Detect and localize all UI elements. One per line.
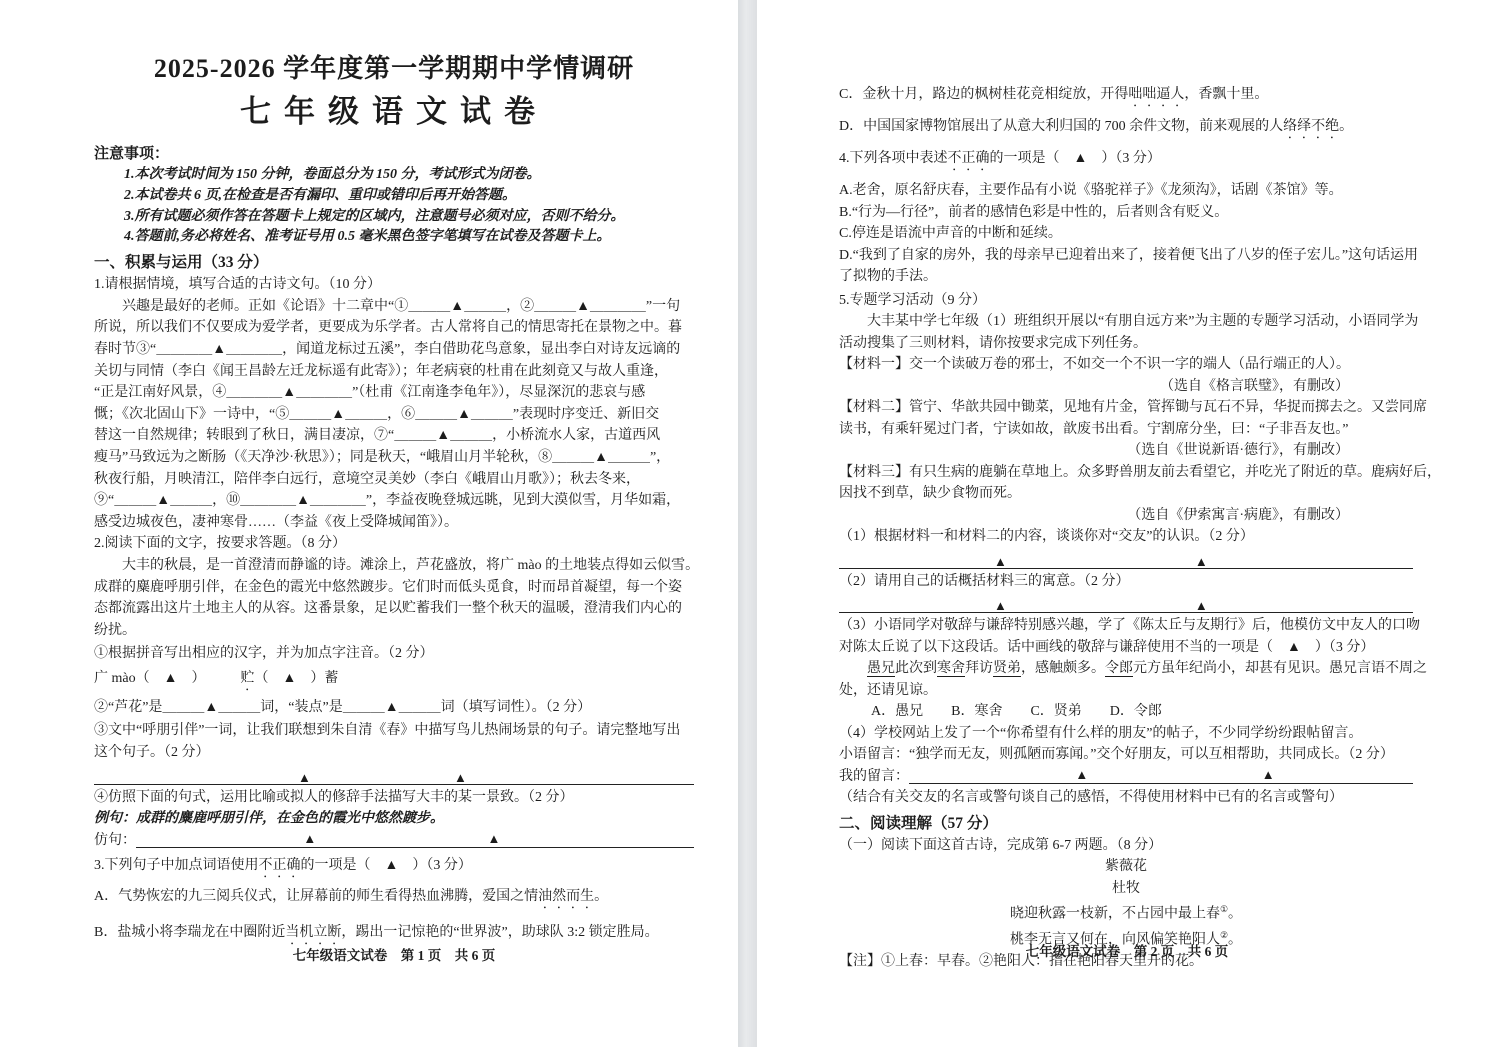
- material-3-source: （选自《伊索寓言·病鹿》，有删改）: [1127, 507, 1349, 523]
- question-2-sub1: ①根据拼音写出相应的汉字，并为加点字注音。（2 分）: [94, 646, 434, 662]
- question-1-line: 所说，所以我们不仅要成为爱学者，更要成为乐学者。古人常将自己的情思寄托在景物之中。暮: [94, 320, 682, 336]
- blank-triangle: ▲: [1075, 766, 1089, 782]
- notice-heading: 注意事项：: [94, 146, 170, 162]
- notice-item: 2.本试卷共 6 页,在检查是否有漏印、重印或错印后再开始答题。: [124, 187, 516, 203]
- poem-line: 桃李无言又何在，向风偏笑艳阳人②。: [1009, 930, 1243, 948]
- question-1-line: 秋夜行船，月映清江，陪伴李白远行，意境空灵美妙（李白《峨眉山月歌》）；秋去冬来，: [94, 471, 640, 487]
- my-comment-label: 我的留言：: [839, 768, 909, 784]
- question-4-option-b: B.“行为—行径”，前者的感情色彩是中性的，后者则含有贬义。: [839, 204, 1229, 220]
- reading-1-heading: （一）阅读下面这首古诗，完成第 6-7 两题。（8 分）: [839, 837, 1163, 853]
- question-5-heading: 5.专题学习活动（9 分）: [839, 292, 986, 308]
- question-1-line: 春时节③“＿＿＿＿▲＿＿＿＿，闻道龙标过五溪”，李白借助花鸟意象，显出李白对诗友远谪的: [94, 341, 681, 357]
- question-3-option-d: D．中国国家博物馆展出了从意大利归国的 700 余件文物，前来观展的人络绎不绝。: [839, 119, 1354, 134]
- section-heading-1: 一、积累与运用（33 分）: [94, 254, 269, 272]
- notice-item: 3.所有试题必须作答在答题卡上规定的区域内，注意题号必须对应，否则不给分。: [124, 208, 625, 224]
- question-1-line: 感受边城夜色，凄神寒骨……（李益《夜上受降城闻笛》）。: [94, 514, 458, 530]
- question-2-heading: 2.阅读下面的文字，按要求答题。（8 分）: [94, 536, 346, 552]
- question-1-heading: 1.请根据情境，填写合适的古诗文句。（10 分）: [94, 277, 381, 293]
- question-5-sub1: （1）根据材料一和材料二的内容，谈谈你对“交友”的认识。（2 分）: [839, 529, 1254, 544]
- notice-item: 4.答题前,务必将姓名、准考证号用 0.5 毫米黑色签字笔填写在试卷及答题卡上。: [124, 229, 611, 245]
- comment-requirement-note: （结合有关交友的名言或警句谈自己的感悟，不得使用材料中已有的名言或警句）: [839, 790, 1343, 805]
- blank-triangle: ▲: [298, 769, 311, 785]
- material-2: 【材料二】管宁、华歆共园中锄菜，见地有片金，管挥锄与瓦石不异，华捉而掷去之。又尝同席: [839, 400, 1427, 415]
- question-2-sub3-line: ③文中“呼朋引伴”一词，让我们联想到朱自清《春》中描写鸟儿热闹场景的句子。请完整地写出: [94, 723, 681, 739]
- notice-item: 1.本次考试时间为 150 分钟，卷面总分为 150 分，考试形式为闭卷。: [124, 167, 541, 182]
- question-3-option-b: B．盐城小将李瑞龙在中圈附近当机立断，踢出一记惊艳的“世界波”，助球队 3:2 锁定胜局。: [94, 925, 659, 941]
- courtesy-passage: 愚兄此次到寒舍拜访贤弟，感触颇多。令郎元方虽年纪尚小，却甚有见识。愚兄言语不周之: [867, 661, 1427, 676]
- xiaoyu-comment: 小语留言：“独学而无友，则孤陋而寡闻。”交个好朋友，可以互相帮助，共同成长。（2 分）: [839, 747, 1394, 762]
- blank-triangle: ▲: [1261, 766, 1275, 782]
- blank-triangle: ▲: [993, 598, 1007, 613]
- imitation-answer-row: [94, 830, 694, 852]
- question-5-intro: 活动搜集了三则材料，请你按要求完成下列任务。: [839, 335, 1147, 351]
- my-comment-row: [839, 766, 1413, 788]
- question-1-line: “正是江南好风景，④＿＿＿＿▲＿＿＿＿”（杜甫《江南逢李龟年》），尽显深沉的悲哀与感: [94, 385, 646, 401]
- question-3-option-c: C．金秋十月，路边的枫树桂花竞相绽放，开得咄咄逼人，香飘十里。: [839, 87, 1269, 102]
- exam-title: 2025-2026 学年度第一学期期中学情调研: [153, 54, 635, 83]
- question-1-line: 关切与同情（李白《闻王昌龄左迁龙标遥有此寄》）；年老病衰的杜甫在此刻竟又与故人重逢，: [94, 363, 668, 379]
- blank-triangle: ▲: [454, 769, 467, 785]
- material-2-source: （选自《世说新语·德行》，有删改）: [1127, 443, 1349, 458]
- question-2-line: 成群的麋鹿呼朋引伴，在金色的霞光中悠然踱步。它们时而低头觅食，时而昂首凝望，每一个姿: [94, 579, 682, 595]
- blank-triangle: ▲: [1194, 598, 1208, 613]
- material-1: 【材料一】交一个读破万卷的邪士，不如交一个不识一字的端人（品行端正的人）。: [839, 357, 1350, 372]
- material-3: 因找不到草，缺少食物而死。: [839, 486, 1021, 501]
- material-1-source: （选自《格言联璧》，有删改）: [1160, 378, 1349, 394]
- blank-triangle: ▲: [487, 830, 501, 846]
- question-1-line: 替这一自然规律；转眼到了秋日，满目凄凉，⑦“＿＿＿▲＿＿＿，小桥流水人家，古道西风: [94, 428, 661, 444]
- material-2: 读书，有乘轩冕过门者，宁读如故，歆废书出看。宁割席分坐，曰：“子非吾友也。”: [839, 421, 1349, 437]
- question-1-line: 慨；《次北固山下》一诗中，“⑤＿＿＿▲＿＿＿，⑥＿＿＿▲＿＿＿”表现时序变迁、新旧交: [94, 406, 660, 422]
- question-5-sub3-options: A．愚兄 B．寒舍 C．贤弟 D．令郎: [871, 704, 1162, 719]
- poem-author: 杜牧: [1112, 880, 1140, 896]
- section-heading-2: 二、阅读理解（57 分）: [839, 814, 998, 832]
- question-2-sub2: ②“芦花”是＿＿＿▲＿＿＿词，“装点”是＿＿＿▲＿＿＿词（填写词性）。（2 分）: [94, 699, 592, 715]
- question-3-option-a: A．气势恢宏的九三阅兵仪式，让屏幕前的师生看得热血沸腾，爱国之情油然而生。: [94, 889, 609, 905]
- question-1-line: 兴趣是最好的老师。正如《论语》十二章中“①＿＿＿▲＿＿＿，②＿＿＿▲＿＿＿＿”一句: [94, 298, 681, 314]
- question-5-sub4: （4）学校网站上发了一个“你希望有什么样的朋友”的帖子，不少同学纷纷跟帖留言。: [839, 725, 1363, 741]
- question-5-sub3: （3）小语同学对敬辞与谦辞特别感兴趣，学了《陈太丘与友期行》后，他模仿文中友人的口吻: [839, 618, 1420, 633]
- question-5-intro: 大丰某中学七年级（1）班组织开展以“有朋自远方来”为主题的专题学习活动，小语同学为: [839, 314, 1419, 329]
- question-4-option-d: 了拟物的手法。: [839, 269, 937, 284]
- blank-triangle: ▲: [1194, 553, 1208, 569]
- exam-subtitle: 七年级语文试卷: [240, 94, 548, 129]
- page-footer: 七年级语文试卷 第 2 页 共 6 页: [1025, 944, 1229, 959]
- answer-blank-line: [909, 766, 1413, 785]
- answer-blank-line: [839, 592, 1413, 613]
- answer-blank-line: [839, 548, 1413, 569]
- exam-page-1: [0, 0, 738, 1047]
- question-2-sub4: ④仿照下面的句式，运用比喻或拟人的修辞手法描写大丰的某一景致。（2 分）: [94, 789, 574, 805]
- blank-triangle: ▲: [993, 553, 1007, 569]
- poem-line: 晓迎秋露一枝新，不占园中最上春①。: [1009, 904, 1243, 922]
- example-sentence: 例句：成群的麋鹿呼朋引伴，在金色的霞光中悠然踱步。: [94, 811, 444, 827]
- question-3-heading: 3.下列句子中加点词语使用不正确的一项是（ ▲ ）（3 分）: [94, 858, 472, 874]
- question-4-option-a: A.老舍，原名舒庆春，主要作品有小说《骆驼祥子》《龙须沟》，话剧《茶馆》等。: [839, 183, 1343, 198]
- question-2-line: 纷扰。: [94, 622, 136, 638]
- blank-triangle: ▲: [303, 830, 317, 846]
- question-4-option-c: C.停连是语流中声音的中断和延续。: [839, 226, 1062, 241]
- pinyin-blank-line: 广 mào（ ▲ ） 贮（ ▲ ）蓄: [94, 670, 339, 686]
- imitation-label: 仿句：: [94, 832, 136, 848]
- question-4-option-d: D.“我到了自家的房外，我的母亲早已迎着出来了，接着便飞出了八岁的侄子宏儿。”这句话运用: [839, 247, 1419, 263]
- question-5-sub3: 对陈太丘说了以下这段话。话中画线的敬辞与谦辞使用不当的一项是（ ▲ ）（3 分）: [839, 639, 1375, 655]
- page-gap: [737, 0, 757, 1047]
- question-4-heading: 4.下列各项中表述不正确的一项是（ ▲ ）（3 分）: [839, 151, 1161, 166]
- question-2-line: 大丰的秋晨，是一首澄清而静谧的诗。滩涂上，芦花盛放，将广 mào 的土地装点得如云似雪。: [94, 557, 700, 573]
- exam-page-2: [757, 0, 1497, 1047]
- poem-note: 【注】①上春：早春。②艳阳人：指在艳阳春天里开的花。: [839, 954, 1203, 970]
- courtesy-passage: 处，还请见谅。: [839, 682, 937, 698]
- answer-blank-line: [136, 830, 694, 849]
- material-3: 【材料三】有只生病的鹿躺在草地上。众多野兽朋友前去看望它，并吃光了附近的草。鹿病好后，: [839, 464, 1441, 480]
- question-1-line: ⑨“＿＿＿▲＿＿＿，⑩＿＿＿＿▲＿＿＿＿”，李益夜晚登城远眺，见到大漠似雪，月华如霜，: [94, 493, 681, 509]
- question-1-line: 瘦马”马致远为之断肠（《天净沙·秋思》）；同是秋天，“峨眉山月半轮秋，⑧＿＿＿▲＿＿＿”，: [94, 449, 671, 465]
- poem-title: 紫薇花: [1105, 859, 1147, 874]
- answer-blank-line: [94, 764, 694, 785]
- question-5-sub2: （2）请用自己的话概括材料三的寓意。（2 分）: [839, 573, 1130, 589]
- question-2-sub3-line: 这个句子。（2 分）: [94, 745, 210, 761]
- page-footer: 七年级语文试卷 第 1 页 共 6 页: [292, 948, 496, 963]
- question-2-line: 态都流露出这片土地主人的从容。这番景象，足以贮蓄我们一整个秋天的温暖，澄清我们内心的: [94, 601, 682, 617]
